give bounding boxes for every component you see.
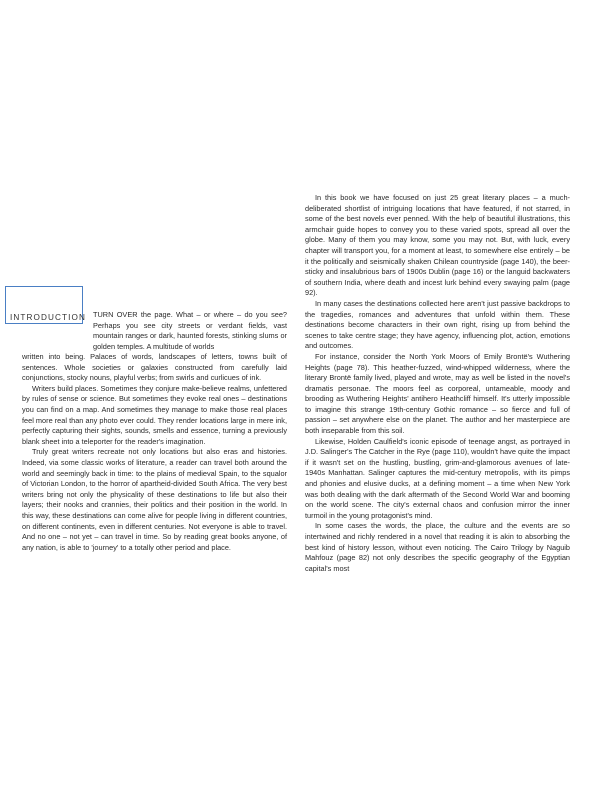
paragraph: In some cases the words, the place, the culture and the events are so intertwined and richly rendered in a novel that reading it is akin to absorbing the best kind of history lesson, without even noticing. The Cairo Trilogy by Naguib Mahfouz (page 82) not only describes the specific geography of the Egyptian capital's most bbox=[305, 521, 570, 573]
paragraph: In this book we have focused on just 25 great literary places – a much-deliberated shortlist of intriguing locations that have featured, if not starred, in some of the best novels ever penned. With the help of beautiful illustrations, this armchair guide hopes to convey you to these varied spots, spread all over the globe. Many of them you may know, some you may not. But, with luck, every chapter will transport you, for a moment at least, to somewhere else entirely – be it the politically and seismically shaken Chilean countryside (page 140), the beer-sticky and insalubrious bars of 1900s Dublin (page 16) or the languid backwaters of southern India, where death and incest lurk behind every swaying palm (page 92). bbox=[305, 193, 570, 298]
left-column bbox=[22, 352, 287, 553]
section-label: INTRODUCTION bbox=[10, 313, 86, 322]
paragraph: Writers build places. Sometimes they conjure make-believe realms, unfettered by rules of sense or science. But sometimes they evoke real ones – destinations you can find on a map. And sometimes they manage to make those real places feel more real than any photo ever could. They render locations large in mere ink, perfectly capturing their sights, sounds, smells and essence, turning a previously blank sheet into a teleporter for the reader's imagination. bbox=[22, 383, 287, 446]
paragraph: In many cases the destinations collected here aren't just passive backdrops to the tragedies, romances and adventures that unfold within them. These destinations become characters in their own right, rising up from behind the scenes to take centre stage; they have agency, influencing plot, action, emotions and outcomes. bbox=[305, 298, 570, 351]
lead-paragraph bbox=[93, 310, 287, 352]
lead-caps: TURN OVER bbox=[93, 310, 138, 319]
paragraph: written into being. Palaces of words, landscapes of letters, towns built of sentences. Whole societies or galaxies constructed from carefully laid conjunctions, stocky nouns, playful verbs; from swirls and curlicues of ink. bbox=[22, 352, 287, 383]
lead-text: the page. What – or where – do you see? Perhaps you see city streets or verdant fields, vast mountain ranges or dark, haunted forests, stinking slums or golden temples. A multitude of worlds bbox=[93, 310, 288, 351]
paragraph: Truly great writers recreate not only locations but also eras and histories. Indeed, via some classic works of literature, a reader can travel both around the world and seemingly back in time: to the plains of medieval Spain, to the squalor of Victorian London, to the horror of apartheid-divided South Africa. The very best writers bring not only the physicality of these destinations to life but also their layers; their nooks and crannies, their politics and their position in the world. In this way, these destinations can come alive for people living in different countries, on different continents, even in different centuries. Not everyone is able to travel. And no one – not yet – can travel in time. So by reading great books anyone, of any nation, is able to 'journey' to a totally other period and place. bbox=[22, 447, 287, 552]
paragraph: For instance, consider the North York Moors of Emily Brontë's Wuthering Heights (page 78). This heather-fuzzed, wind-whipped wilderness, where the literary Brontë family lived, played and wrote, may as well be listed in the novel's dramatis personae. The moors feel as corporeal, untameable, moody and brooding as Wuthering Heights' antihero Heathcliff himself. It's utterly impossible to imagine this strange 19th-century Gothic romance – so fierce and full of passion – set anywhere else on the planet. The author and her masterpiece are both inseparable from this soil. bbox=[305, 351, 570, 436]
paragraph: Likewise, Holden Caulfield's iconic episode of teenage angst, as portrayed in J.D. Salinger's The Catcher in the Rye (page 110), wouldn't have quite the impact if it wasn't set on the hustling, bustling, grim-and-glamorous avenues of late-1940s Manhattan. Salinger captures the mid-century metropolis, with its pimps and phonies and elusive ducks, at a defining moment – a time when New York was both dealing with the dark aftermath of the Second World War and booming on the world scene. The city's external chaos and confusion mirror the inner turmoil in the young protagonist's mind. bbox=[305, 436, 570, 520]
right-column bbox=[305, 193, 570, 574]
